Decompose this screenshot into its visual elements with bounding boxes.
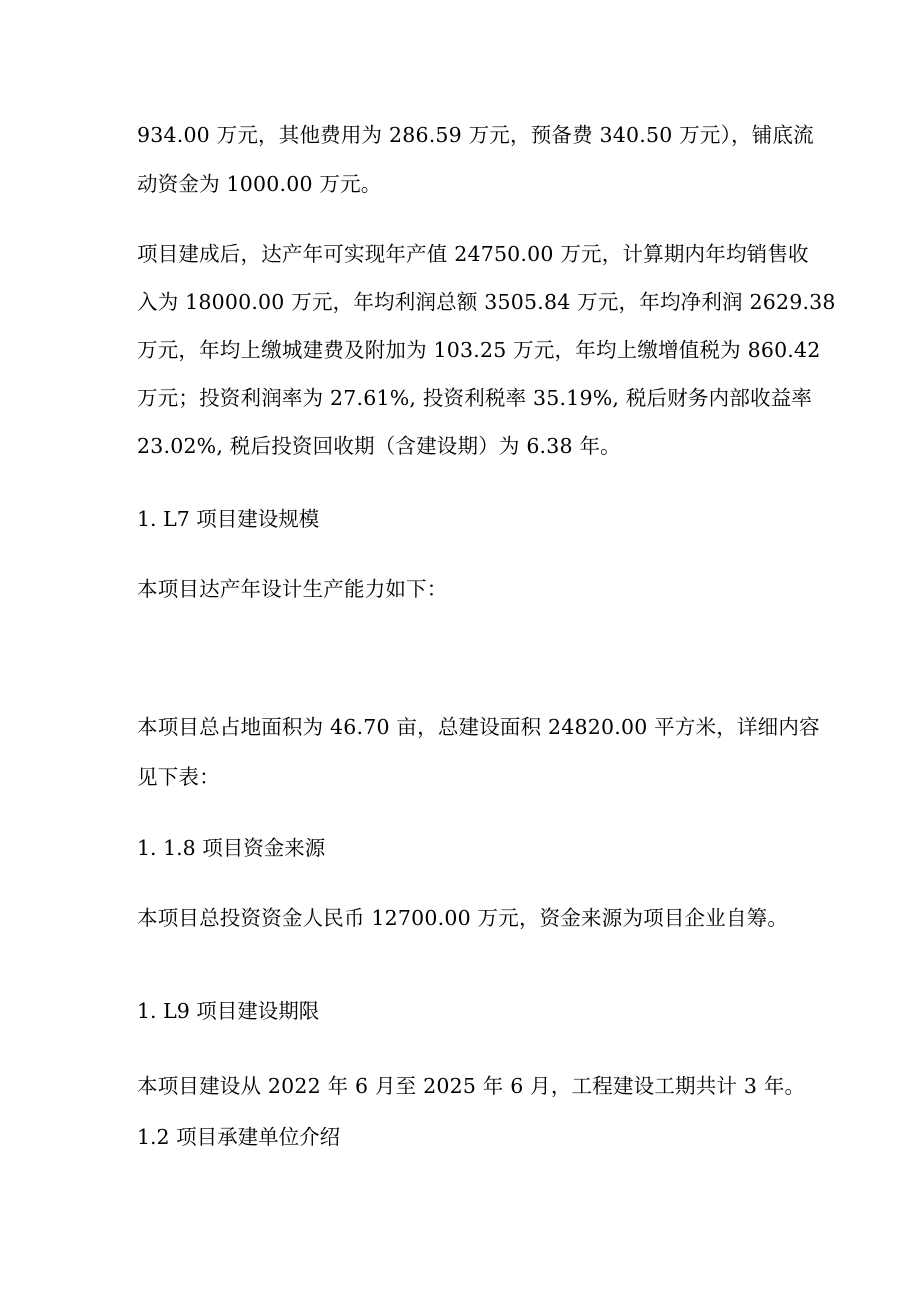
para3-line1: 本项目总占地面积为 46.70 亩，总建设面积 24820.00 平方米，详细内容: [137, 715, 820, 739]
para1-line1: 934.00 万元，其他费用为 286.59 万元，预备费 340.50 万元），铺底流: [137, 123, 814, 147]
section-heading-unit: 1.2 项目承建单位介绍: [137, 1125, 341, 1149]
para3-line2: 见下表：: [137, 765, 220, 789]
para2-line4: 万元；投资利润率为 27.61%, 投资利税率 35.19%, 税后财务内部收益率: [137, 386, 813, 410]
para2-line3: 万元，年均上缴城建费及附加为 103.25 万元，年均上缴增值税为 860.42: [137, 338, 821, 362]
para1-line2: 动资金为 1000.00 万元。: [137, 172, 382, 196]
period-paragraph: 本项目建设从 2022 年 6 月至 2025 年 6 月，工程建设工期共计 3 年。: [137, 1074, 806, 1098]
para2-line5: 23.02%, 税后投资回收期（含建设期）为 6.38 年。: [137, 434, 621, 458]
section-heading-scale: 1. L7 项目建设规模: [137, 507, 320, 531]
capacity-paragraph: 本项目达产年设计生产能力如下：: [137, 577, 448, 601]
para2-line2: 入为 18000.00 万元，年均利润总额 3505.84 万元，年均净利润 2629.38: [137, 290, 836, 314]
funding-paragraph: 本项目总投资资金人民币 12700.00 万元，资金来源为项目企业自筹。: [137, 906, 789, 930]
section-heading-funding: 1. 1.8 项目资金来源: [137, 836, 326, 860]
section-heading-period: 1. L9 项目建设期限: [137, 999, 320, 1023]
para2-line1: 项目建成后，达产年可实现年产值 24750.00 万元，计算期内年均销售收: [137, 242, 809, 266]
